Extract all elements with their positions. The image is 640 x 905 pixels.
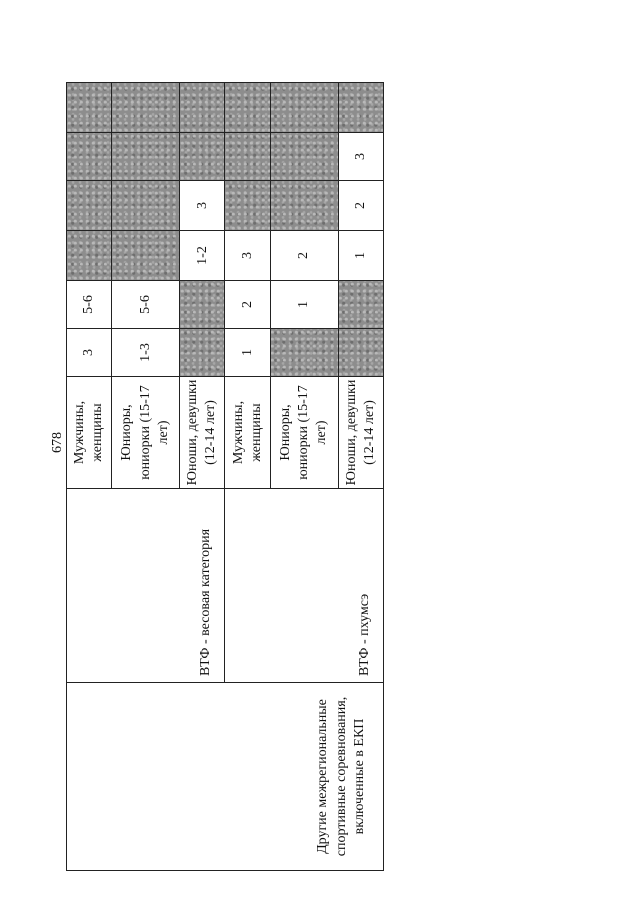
discipline-cell: ВТФ - весовая категория — [67, 489, 225, 683]
place-cell: 5-6 — [112, 281, 180, 329]
age-group-cell: Юниоры, юниорки (15-17 лет) — [270, 377, 338, 489]
place-cell: 3 — [180, 181, 225, 231]
place-cell: 1 — [338, 231, 383, 281]
shaded-cell — [338, 329, 383, 377]
shaded-cell — [225, 181, 270, 231]
shaded-cell — [67, 133, 112, 181]
shaded-cell — [270, 133, 338, 181]
place-cell: 3 — [225, 231, 270, 281]
shaded-cell — [180, 329, 225, 377]
shaded-cell — [112, 133, 180, 181]
rank-table-body — [67, 83, 384, 871]
shaded-cell — [112, 83, 180, 133]
age-group-cell: Юноши, девушки (12-14 лет) — [180, 377, 225, 489]
shaded-cell — [67, 181, 112, 231]
shaded-cell — [338, 281, 383, 329]
rank-table — [66, 82, 384, 871]
shaded-cell — [270, 329, 338, 377]
place-cell: 2 — [225, 281, 270, 329]
shaded-cell — [270, 181, 338, 231]
table-row — [67, 83, 112, 871]
age-group-cell: Мужчины, женщины — [225, 377, 270, 489]
competition-cell: Другие межрегиональные спортивные соревнования, включенные в ЕКП — [67, 683, 384, 871]
place-cell: 2 — [270, 231, 338, 281]
shaded-cell — [67, 83, 112, 133]
place-cell: 1 — [270, 281, 338, 329]
age-group-cell: Юноши, девушки (12-14 лет) — [338, 377, 383, 489]
shaded-cell — [270, 83, 338, 133]
shaded-cell — [112, 231, 180, 281]
place-cell: 1-3 — [112, 329, 180, 377]
shaded-cell — [180, 133, 225, 181]
place-cell: 2 — [338, 181, 383, 231]
place-cell: 5-6 — [67, 281, 112, 329]
page-number: 678 — [50, 432, 65, 453]
place-cell: 3 — [338, 133, 383, 181]
shaded-cell — [67, 231, 112, 281]
shaded-cell — [180, 83, 225, 133]
age-group-cell: Юниоры, юниорки (15-17 лет) — [112, 377, 180, 489]
shaded-cell — [338, 83, 383, 133]
shaded-cell — [180, 281, 225, 329]
rank-table-frame — [66, 83, 384, 871]
shaded-cell — [225, 83, 270, 133]
place-cell: 1 — [225, 329, 270, 377]
age-group-cell: Мужчины, женщины — [67, 377, 112, 489]
shaded-cell — [225, 133, 270, 181]
place-cell: 3 — [67, 329, 112, 377]
discipline-cell: ВТФ - пхумсэ — [225, 489, 384, 683]
shaded-cell — [112, 181, 180, 231]
place-cell: 1-2 — [180, 231, 225, 281]
